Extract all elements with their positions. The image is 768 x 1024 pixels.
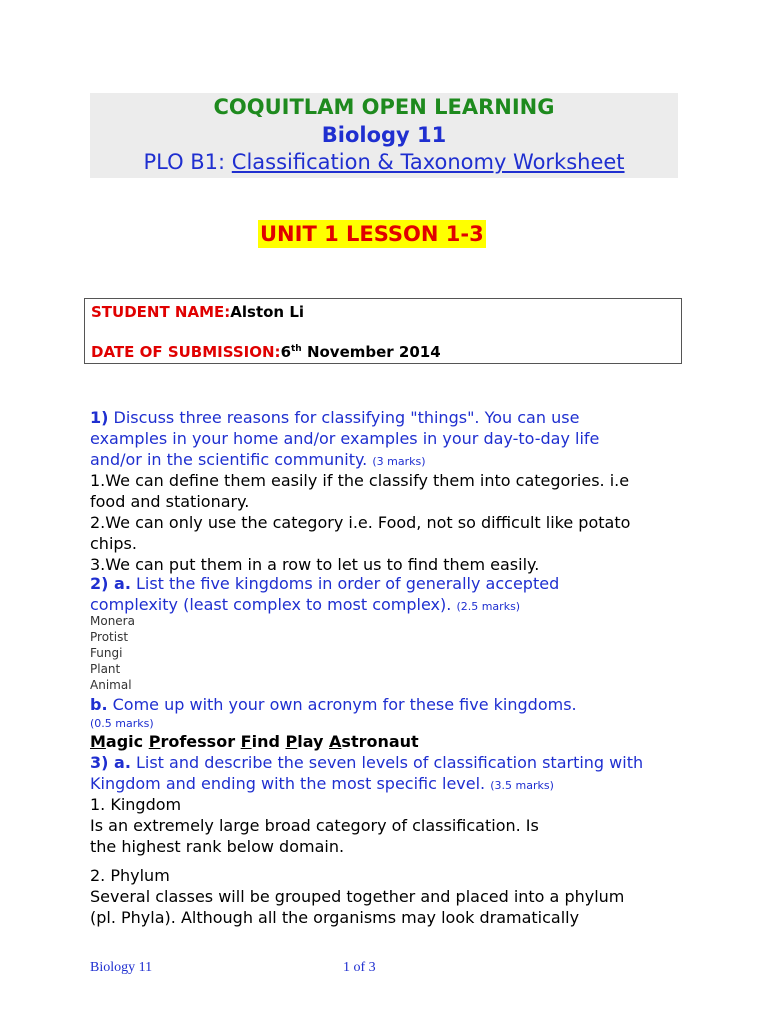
question-2b <box>90 694 577 733</box>
answer-3a-line: Several classes will be grouped together and placed into a phylum <box>90 887 625 906</box>
acronym-answer: Magic Professor Find Play Astronaut <box>90 732 419 751</box>
question-2a-line-1: 2) a. List the five kingdoms in order of generally accepted <box>90 574 560 593</box>
question-2a-line-2: complexity (least complex to most complex). (2.5 marks) <box>90 595 521 614</box>
answer-1-line: chips. <box>90 534 137 553</box>
answer-1-line: food and stationary. <box>90 492 250 511</box>
plo-title <box>90 150 678 174</box>
answer-3a-line: the highest rank below domain. <box>90 837 345 856</box>
student-name-label: STUDENT NAME: <box>91 303 231 321</box>
question-2b-number: b. <box>90 695 108 714</box>
question-2a-marks: (2.5 marks) <box>456 600 521 613</box>
paragraph-spacer <box>90 857 624 865</box>
answer-3a-line: 2. Phylum <box>90 866 170 885</box>
answer-1-line: 3.We can put them in a row to let us to find them easily. <box>90 555 540 574</box>
question-1-line-2: examples in your home and/or examples in your day-to-day life <box>90 429 600 448</box>
answer-3a-line: 1. Kingdom <box>90 795 182 814</box>
kingdom-item: Animal <box>90 678 132 692</box>
answer-1 <box>90 470 630 575</box>
submission-date-label: DATE OF SUBMISSION: <box>91 343 281 361</box>
question-2b-marks: (0.5 marks) <box>90 717 154 730</box>
question-3a-line-2: Kingdom and ending with the most specific level. (3.5 marks) <box>90 774 554 793</box>
question-3a-number: 3) a. <box>90 753 131 772</box>
question-3a-marks: (3.5 marks) <box>490 779 554 792</box>
answer-3a-line: Is an extremely large broad category of classification. Is <box>90 816 539 835</box>
organization-title: COQUITLAM OPEN LEARNING <box>213 95 555 119</box>
student-name-line <box>91 303 304 321</box>
document-header <box>90 93 678 178</box>
footer-page-number: 1 of 3 <box>343 960 376 975</box>
answer-1-line: 1.We can define them easily if the classify them into categories. i.e <box>90 471 630 490</box>
worksheet-title: Classification & Taxonomy Worksheet <box>231 150 625 174</box>
question-1-line-1: 1) Discuss three reasons for classifying "things". You can use <box>90 408 580 427</box>
answer-1-line: 2.We can only use the category i.e. Food, not so difficult like potato <box>90 513 631 532</box>
question-3a <box>90 752 643 796</box>
unit-title: UNIT 1 LESSON 1-3 <box>260 222 484 246</box>
question-2a <box>90 573 559 617</box>
question-2a-number: 2) a. <box>90 574 131 593</box>
submission-date-rest: November 2014 <box>301 343 441 361</box>
question-2b-line-1: b. Come up with your own acronym for these five kingdoms. <box>90 695 577 714</box>
question-1-line-3: and/or in the scientific community. (3 marks) <box>90 450 426 469</box>
course-title: Biology 11 <box>321 123 447 147</box>
student-name-value: Alston Li <box>230 303 305 321</box>
kingdom-item: Plant <box>90 662 121 676</box>
answer-3a <box>90 794 624 928</box>
plo-prefix: PLO B1: <box>143 150 232 174</box>
question-1-number: 1) <box>90 408 109 427</box>
student-info-box <box>84 298 682 364</box>
kingdom-list <box>90 613 135 693</box>
submission-date-day: 6 <box>280 343 291 361</box>
footer-course: Biology 11 <box>90 960 153 975</box>
submission-date-suffix: th <box>291 344 302 354</box>
kingdom-item: Monera <box>90 614 135 628</box>
question-1-marks: (3 marks) <box>372 455 426 468</box>
kingdom-item: Fungi <box>90 646 123 660</box>
submission-date-line <box>91 343 441 361</box>
kingdom-item: Protist <box>90 630 129 644</box>
question-3a-line-1: 3) a. List and describe the seven levels of classification starting with <box>90 753 644 772</box>
answer-3a-line: (pl. Phyla). Although all the organisms may look dramatically <box>90 908 580 927</box>
question-1 <box>90 407 599 472</box>
